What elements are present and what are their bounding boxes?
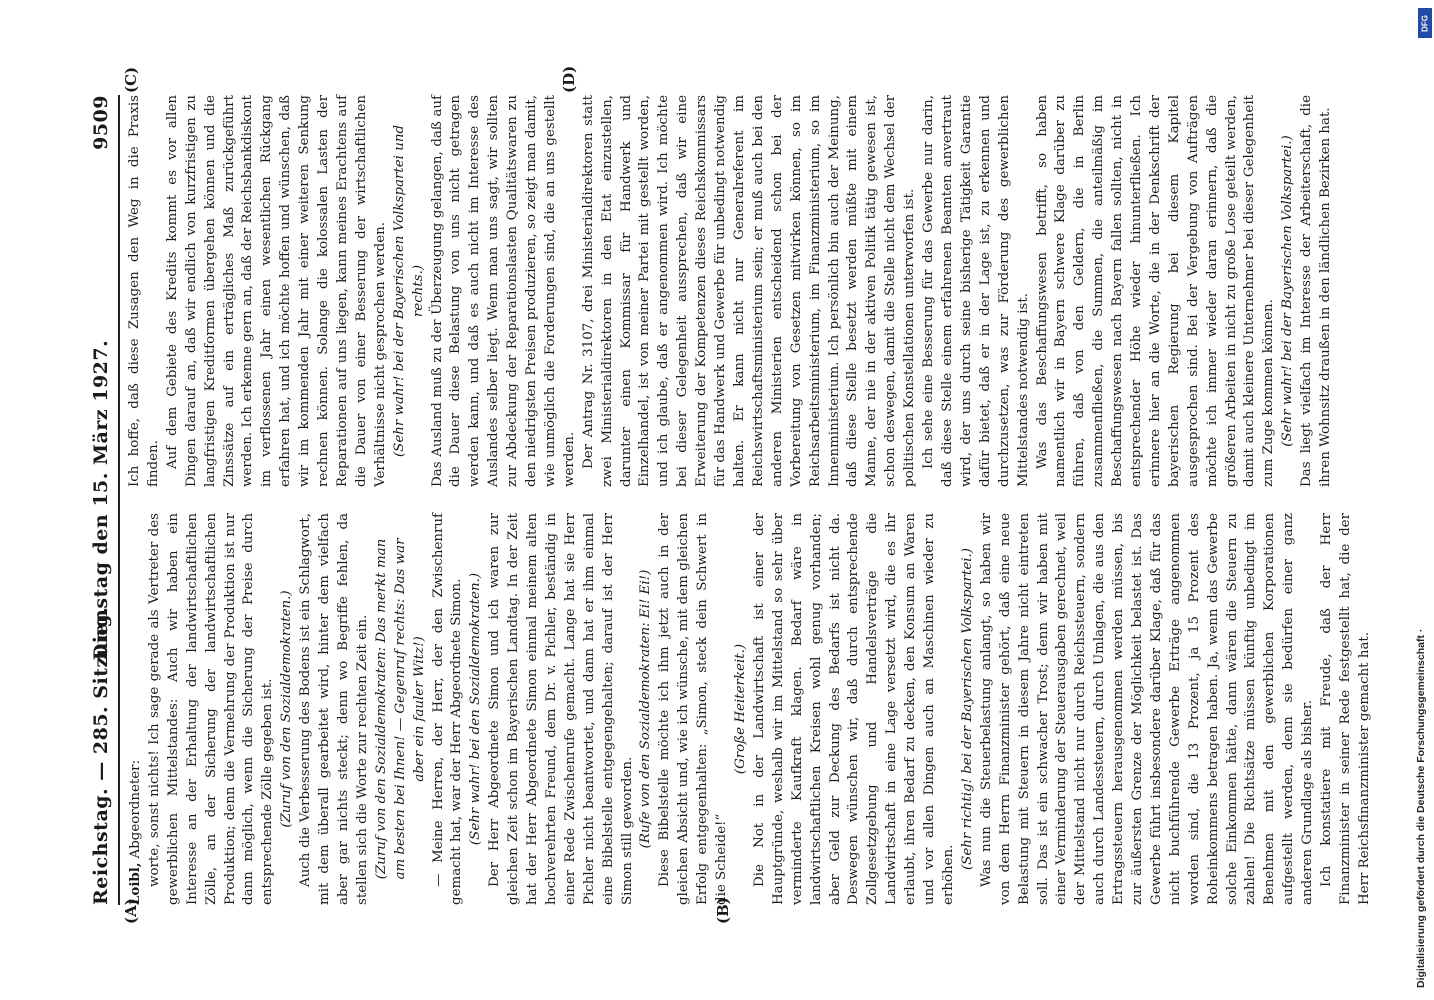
header-date: Dienstag den 15. März 1927. — [90, 339, 112, 661]
digitization-sidebar — [1408, 0, 1434, 1000]
paragraph: Das Ausland muß zu der Überzeugung gelangen, daß auf die Dauer diese Belastung von uns nicht getragen werden kann, und daß es auch nicht im Interesse des Auslandes selber liegt. Wenn man uns sagt, wir sollten zur Abdeckung der Reparationslasten Qualitätswaren zu den niedrigsten Preisen produzieren, so zeigt man damit, wie unmöglich die Forderungen sind, die an uns gestellt werden. — [429, 95, 577, 487]
page-header — [88, 95, 120, 905]
interjection: (Rufe von den Sozialdemokraten: Ei! Ei!) — [638, 569, 654, 849]
paragraph: Was nun die Steuerbelastung anlangt, so haben wir von dem Herrn Finanzminister gehört, daß eine neue Belastung mit Steuern in diesem Jahre nicht eintreten soll. Das ist ein schwacher Trost; denn wir haben mit einer Verminderung der Steuerausgaben gerechnet, weil der Mittelstand nicht nur durch Reichssteuern, sondern auch durch Landessteuern, durch Umlagen, die aus den Ertragssteuern herausgenommen werden müssen, bis zur äußersten Grenze der Möglichkeit belastet ist. Das Gewerbe führt insbesondere darüber Klage, daß für das nicht buchführende Gewerbe Erträge angenommen worden sind, die 13 Prozent, ja 15 Prozent des Roheinkommens betragen haben. Ja, wenn das Gewerbe solche Einkommen hätte, dann wären die Steuern zu zahlen! Die Richtsätze müssen künftig unbedingt im Benehmen mit den gewerblichen Korporationen aufgestellt werden, denn sie bedürfen einer ganz anderen Grundlage als bisher. — [978, 513, 1316, 905]
paragraph: Auch die Verbesserung des Bodens ist ein Schlagwort, mit dem überall gearbeitet wird, hinter dem vielfach aber gar nichts steckt; denn wo Begriffe fehlen, da stellen sich die Worte zur rechten Zeit ein. — [298, 513, 370, 905]
page-number: 9509 — [90, 95, 112, 150]
paragraph: Das liegt vielfach im Interesse der Arbeiterschaft, die ihren Wohnsitz draußen in den ländlichen Bezirken hat. — [1299, 95, 1334, 487]
paragraph: Ich konstatiere mit Freude, daß der Herr Finanzminister in seiner Rede festgestellt hat, die der Herr Reichsfinanzminister gemacht hat. — [1319, 513, 1372, 905]
paragraph: worte, sonst nichts! Ich sage gerade als Vertreter des gewerblichen Mittelstandes: Auch wir haben ein Interesse an der Erhaltung der landwirtschaftlichen Zölle, an der Sicherung der landwirtschaftlichen Produktion; denn die Vermehrung der Produktion ist nur dann möglich, wenn die Sicherung der Preise durch entsprechende Zölle gegeben ist. — [146, 513, 276, 905]
dfg-logo-text: DFG — [1420, 15, 1430, 32]
paragraph: Ich sehe eine Besserung für das Gewerbe nur darin, daß diese Stelle einem erfahrenen Beamten anvertraut wird, der uns durch seine bisherige Tätigkeit Garantie dafür bietet, daß er in der Lage ist, zu erkennen und durchzusetzen, was zur Förderung des gewerblichen Mittelstandes notwendig ist. — [921, 95, 1031, 487]
interjection: (Große Heiterkeit.) — [733, 643, 748, 775]
margin-marker-c: (C) — [122, 66, 140, 93]
paragraph: Der Herr Abgeordnete Simon und ich waren zur gleichen Zeit schon im Bayerischen Landtag. In der Zeit hat der Herr Abgeordnete Simon einmal meinem alten hochverehrten Freund, dem Dr. v. Pichler, beständig in einer Rede Zwischenrufe gemacht. Lange hat sie Herr Pichler nicht beantwortet, und dann hat er ihm einmal eine Bibelstelle entgegengehalten; darauf ist der Herr Simon still geworden. — [487, 513, 635, 905]
paragraph: Ich hoffe, daß diese Zusagen den Weg in die Praxis finden. — [127, 95, 161, 487]
digitization-credit: Digitalisierung gefördert durch die Deutsche Forschungsgemeinschaft · — [1415, 628, 1427, 988]
interjection: (Zuruf von den Sozialdemokraten.) — [279, 590, 295, 828]
interjection: (Zuruf von den Sozialdemokraten: Das merkt man am besten bei Ihnen! — Gegenruf rechts: Das war aber ein fauler Witz!) — [373, 538, 427, 880]
interjection: (Sehr richtig! bei der Bayerischen Volkspartei.) — [959, 547, 975, 871]
paragraph: Der Antrag Nr. 3107, drei Ministerialdirektoren statt zwei Ministerialdirektoren in den Etat einzustellen, darunter einen Kommissar für Handwerk und Einzelhandel, ist von meiner Partei mit gestellt worden, und ich glaube, daß er angenommen wird. Ich möchte bei dieser Gelegenheit aussprechen, daß wir eine Erweiterung der Kompetenzen dieses Reichskommissars für das Handwerk und Gewerbe für unbedingt notwendig halten. Er kann nicht nur Generalreferent im Reichswirtschaftsministerium sein; er muß auch bei den anderen Ministerien entscheidend schon bei der Vorbereitung von Gesetzen mitwirken können, so im Reichsarbeitsministerium, im Finanzministerium, so im Innenministerium. Ich persönlich bin auch der Meinung, daß diese Stelle besetzt werden müßte mit einem Manne, der nie in der aktiven Politik tätig gewesen ist, schon deswegen, damit die Stelle nicht dem Wechsel der politischen Konstellationen unterworfen ist. — [580, 95, 918, 487]
dfg-logo — [1418, 8, 1432, 38]
paragraph: Was das Beschaffungswesen betrifft, so haben namentlich wir in Bayern schwere Klage darüber zu führen, daß von den Geldern, die in Berlin zusammenfließen, die Summen, die anteilmäßig im Beschaffungswesen nach Bayern fallen sollten, nicht in entsprechender Höhe wieder hinunterfließen. Ich erinnere hier an die Worte, die in der Denkschrift der bayerischen Regierung bei diesem Kapitel ausgesprochen sind. Bei der Vergebung von Aufträgen möchte ich immer wieder daran erinnern, daß die größeren Arbeiten in nicht zu große Lose geteilt werden, damit auch kleinere Unternehmer bei dieser Gelegenheit zum Zuge kommen können. — [1034, 95, 1277, 487]
paragraph: Diese Bibelstelle möchte ich ihm jetzt auch in der gleichen Absicht und, wie ich wünsche, mit dem gleichen Erfolg entgegenhalten: „Simon, steck dein Schwert in die Scheide!“ — [657, 513, 730, 905]
margin-marker-b: (B) — [714, 897, 732, 924]
margin-marker-d: (D) — [560, 65, 578, 93]
paragraph: Auf dem Gebiete des Kredits kommt es vor allen Dingen darauf an, daß wir endlich von kurzfristigen zu langfristigen Kreditformen übergehen können und die Zinssätze auf ein erträgliches Maß zurückgeführt werden. Ich erkenne gern an, daß der Reichsbankdiskont im verflossenen Jahr einen wesentlichen Rückgang erfahren hat, und ich möchte hoffen und wünschen, daß wir im kommenden Jahr mit einer weiteren Senkung rechnen können. Solange die kolossalen Lasten der Reparationen auf uns liegen, kann meines Erachtens auf die Dauer von einer Besserung der wirtschaftlichen Verhältnisse nicht gesprochen werden. — [164, 95, 388, 487]
margin-marker-a: (A) — [122, 898, 140, 924]
interjection: (Sehr wahr! bei den Sozialdemokraten.) — [468, 572, 484, 846]
header-left: Reichstag. — 285. Sitzung. — [90, 606, 112, 905]
interjection: (Sehr wahr! bei der Bayerischen Volkspartei und rechts.) — [391, 124, 426, 458]
interjection: (Sehr wahr! bei der Bayerischen Volkspartei.) — [1280, 135, 1296, 447]
speaker-name: Loibl, — [127, 862, 143, 905]
paragraph: Die Not in der Landwirtschaft ist einer der Hauptgründe, weshalb wir im Mittelstand so sehr über verminderte Kaufkraft klagen. Bedarf wäre in landwirtschaftlichen Kreisen wohl genug vorhanden; aber Geld zur Deckung des Bedarfs ist nicht da. Deswegen wünschen wir, daß durch entsprechende Zollgesetzgebung und Handelsverträge die Landwirtschaft in eine Lage versetzt wird, die es ihr erlaubt, ihren Bedarf zu decken, den Konsum an Waren und vor allen Dingen auch an Maschinen wieder zu erhöhen. — [751, 513, 956, 905]
speaker-role: Abgeordneter: — [128, 759, 143, 859]
speaker-line — [126, 513, 146, 905]
left-column — [126, 513, 1375, 905]
paragraph: — Meine Herren, der Herr, der den Zwischenruf gemacht hat, war der Herr Abgeordnete Simon. — [430, 513, 465, 905]
right-column — [126, 95, 1336, 487]
